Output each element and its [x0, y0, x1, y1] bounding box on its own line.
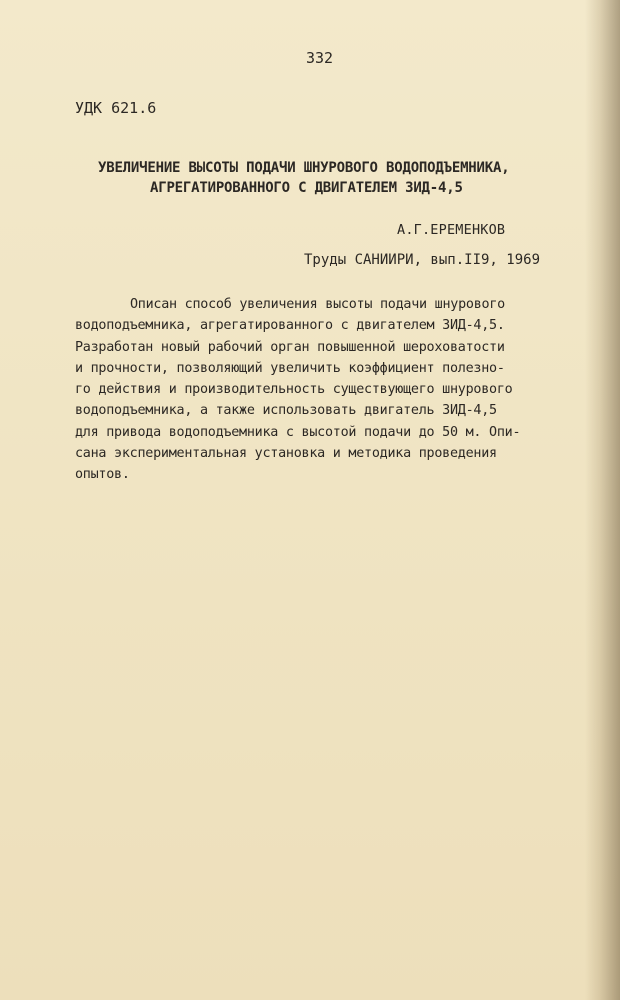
udk-code: УДК 621.6 — [75, 99, 157, 117]
page-number: 332 — [306, 49, 334, 67]
abstract-line: для привода водоподъемника с высотой подачи до 50 м. Опи- — [75, 424, 521, 440]
abstract-line: Разработан новый рабочий орган повышенной шероховатости — [75, 339, 505, 355]
source-citation: Труды САНИИРИ, вып.II9, 1969 — [304, 252, 541, 268]
abstract-line: водоподъемника, а также использовать двигатель ЗИД-4,5 — [75, 403, 497, 419]
abstract-paragraph — [75, 294, 595, 486]
abstract-line: Описан способ увеличения высоты подачи шнурового — [130, 297, 505, 312]
article-title-line-2: АГРЕГАТИРОВАННОГО С ДВИГАТЕЛЕМ ЗИД-4,5 — [150, 180, 463, 196]
abstract-line: водоподъемника, агрегатированного с двигателем ЗИД-4,5. — [75, 318, 505, 334]
abstract-line: го действия и производительность существующего шнурового — [75, 382, 513, 398]
abstract-line: опытов. — [75, 467, 130, 483]
abstract-line: сана экспериментальная установка и методика проведения — [75, 446, 497, 462]
author-name: А.Г.ЕРЕМЕНКОВ — [397, 222, 506, 238]
abstract-line: и прочности, позволяющий увеличить коэффициент полезно- — [75, 360, 505, 376]
article-title-line-1: УВЕЛИЧЕНИЕ ВЫСОТЫ ПОДАЧИ ШНУРОВОГО ВОДОПОДЪЕМНИКА, — [98, 160, 510, 176]
